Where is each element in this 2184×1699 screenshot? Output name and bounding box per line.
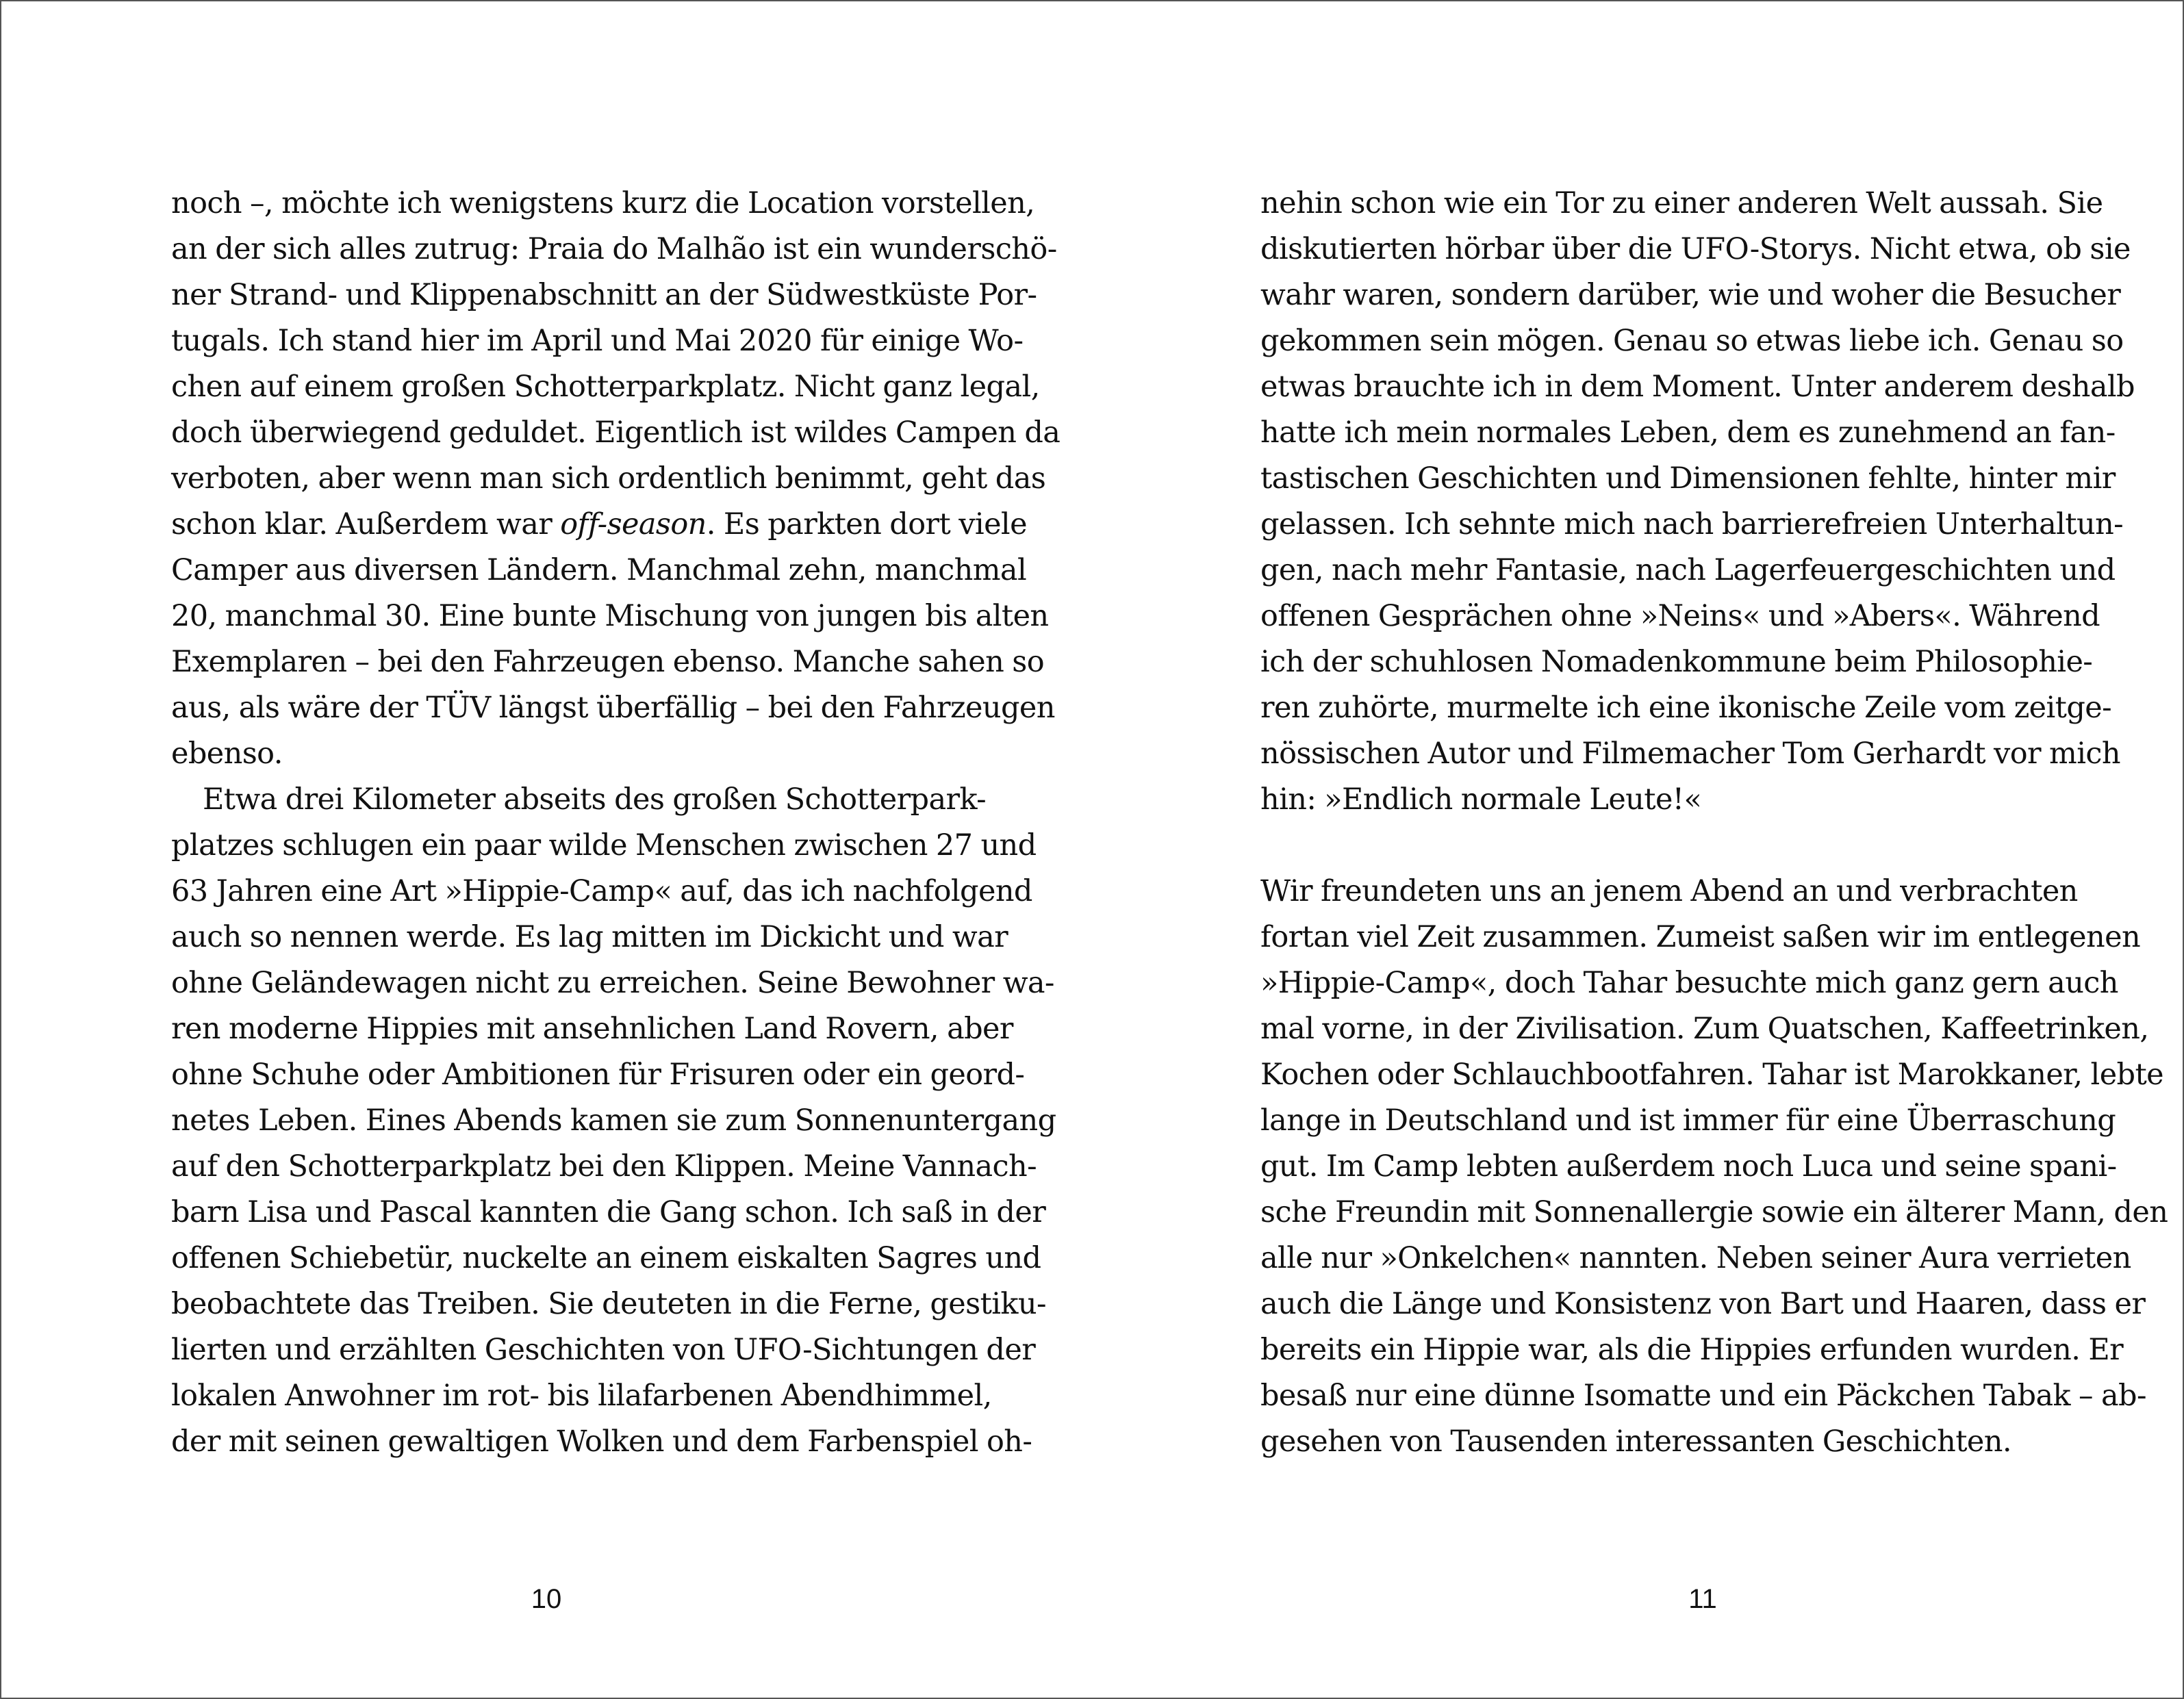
- text-line: nehin schon wie ein Tor zu einer anderen Welt aussah. Sie: [1260, 186, 2103, 220]
- text-line: gesehen von Tausenden interessanten Geschichten.: [1260, 1425, 2011, 1459]
- text-line: Camper aus diversen Ländern. Manchmal zehn, manchmal: [171, 553, 1027, 587]
- text-line: ren moderne Hippies mit ansehnlichen Land Rovern, aber: [171, 1012, 1013, 1046]
- text-line: Etwa drei Kilometer abseits des großen Schotterpark-: [203, 782, 987, 817]
- text-line: Kochen oder Schlauchbootfahren. Tahar ist Marokkaner, lebte: [1260, 1058, 2164, 1092]
- text-line: sche Freundin mit Sonnenallergie sowie ein älterer Mann, den: [1260, 1195, 2168, 1229]
- text-line: mal vorne, in der Zivilisation. Zum Quatschen, Kaffeetrinken,: [1260, 1012, 2149, 1046]
- text-line: ner Strand- und Klippenabschnitt an der Südwestküste Por-: [171, 278, 1037, 312]
- text-line: der mit seinen gewaltigen Wolken und dem Farbenspiel oh-: [171, 1425, 1032, 1459]
- text-line: »Hippie-Camp«, doch Tahar besuchte mich ganz gern auch: [1260, 966, 2118, 1000]
- text-line: ohne Schuhe oder Ambitionen für Frisuren oder ein geord-: [171, 1058, 1025, 1092]
- text-line: nössischen Autor und Filmemacher Tom Gerhardt vor mich: [1260, 737, 2120, 771]
- text-line: verboten, aber wenn man sich ordentlich benimmt, geht das: [171, 461, 1046, 496]
- text-line: netes Leben. Eines Abends kamen sie zum Sonnenuntergang: [171, 1103, 1056, 1138]
- text-line: noch –, möchte ich wenigstens kurz die Location vorstellen,: [171, 186, 1035, 220]
- text-line: offenen Gesprächen ohne »Neins« und »Abers«. Während: [1260, 599, 2100, 633]
- text-line: auch so nennen werde. Es lag mitten im Dickicht und war: [171, 920, 1008, 954]
- text-line: aus, als wäre der TÜV längst überfällig – bei den Fahrzeugen: [171, 691, 1055, 725]
- text-line: bereits ein Hippie war, als die Hippies erfunden wurden. Er: [1260, 1333, 2124, 1367]
- text-line: lange in Deutschland und ist immer für eine Überraschung: [1260, 1103, 2116, 1138]
- text-line: Wir freundeten uns an jenem Abend an und verbrachten: [1260, 874, 2078, 908]
- text-line: chen auf einem großen Schotterparkplatz. Nicht ganz legal,: [171, 370, 1040, 404]
- left-page: [1, 1, 1092, 1698]
- paragraph-gap: [1260, 823, 2012, 869]
- text-line: 63 Jahren eine Art »Hippie-Camp« auf, das ich nachfolgend: [171, 874, 1032, 908]
- text-segment: schon klar. Außerdem war: [171, 507, 561, 541]
- text-line: gelassen. Ich sehnte mich nach barrierefreien Unterhaltun-: [1260, 507, 2124, 541]
- text-line: auf den Schotterparkplatz bei den Klippen. Meine Vannach-: [171, 1149, 1037, 1184]
- page-number: 10: [531, 1584, 562, 1614]
- text-line: auch die Länge und Konsistenz von Bart und Haaren, dass er: [1260, 1287, 2146, 1321]
- page-number: 11: [1688, 1584, 1717, 1614]
- right-page: [1092, 1, 2183, 1698]
- text-line: platzes schlugen ein paar wilde Menschen zwischen 27 und: [171, 828, 1037, 863]
- text-line: ohne Geländewagen nicht zu erreichen. Seine Bewohner wa-: [171, 966, 1054, 1000]
- text-line: besaß nur eine dünne Isomatte und ein Päckchen Tabak – ab-: [1260, 1379, 2146, 1413]
- text-line: gen, nach mehr Fantasie, nach Lagerfeuergeschichten und: [1260, 553, 2116, 587]
- text-line: ich der schuhlosen Nomadenkommune beim Philosophie-: [1260, 645, 2093, 679]
- text-line: gut. Im Camp lebten außerdem noch Luca und seine spani-: [1260, 1149, 2117, 1184]
- text-line: gekommen sein mögen. Genau so etwas liebe ich. Genau so: [1260, 324, 2124, 358]
- text-line: alle nur »Onkelchen« nannten. Neben seiner Aura verrieten: [1260, 1241, 2131, 1275]
- text-line: doch überwiegend geduldet. Eigentlich ist wildes Campen da: [171, 416, 1061, 450]
- left-page-text: [171, 181, 1061, 1465]
- text-line: wahr waren, sondern darüber, wie und woher die Besucher: [1260, 278, 2121, 312]
- text-line: tugals. Ich stand hier im April und Mai 2020 für einige Wo-: [171, 324, 1024, 358]
- text-line: lierten und erzählten Geschichten von UFO-Sichtungen der: [171, 1333, 1036, 1367]
- text-line: etwas brauchte ich in dem Moment. Unter anderem deshalb: [1260, 370, 2135, 404]
- text-line: ren zuhörte, murmelte ich eine ikonische Zeile vom zeitge-: [1260, 691, 2112, 725]
- text-line: 20, manchmal 30. Eine bunte Mischung von jungen bis alten: [171, 599, 1049, 633]
- text-line: barn Lisa und Pascal kannten die Gang schon. Ich saß in der: [171, 1195, 1046, 1229]
- text-line: Exemplaren – bei den Fahrzeugen ebenso. Manche sahen so: [171, 645, 1045, 679]
- text-segment: . Es parkten dort viele: [706, 507, 1027, 541]
- text-line: hatte ich mein normales Leben, dem es zunehmend an fan-: [1260, 416, 2116, 450]
- text-line: lokalen Anwohner im rot- bis lilafarbenen Abendhimmel,: [171, 1379, 992, 1413]
- text-line-with-italic: [171, 502, 1027, 548]
- text-line: tastischen Geschichten und Dimensionen fehlte, hinter mir: [1260, 461, 2116, 496]
- right-page-text: [1260, 181, 2168, 1465]
- text-line: beobachtete das Treiben. Sie deuteten in die Ferne, gestiku-: [171, 1287, 1046, 1321]
- italic-term: off-season: [560, 507, 707, 541]
- text-line: diskutierten hörbar über die UFO-Storys. Nicht etwa, ob sie: [1260, 232, 2131, 266]
- text-line: fortan viel Zeit zusammen. Zumeist saßen wir im entlegenen: [1260, 920, 2141, 954]
- text-line: ebenso.: [171, 737, 283, 771]
- text-line: hin: »Endlich normale Leute!«: [1260, 782, 1702, 817]
- text-line: an der sich alles zutrug: Praia do Malhão ist ein wunderschö-: [171, 232, 1057, 266]
- text-line: offenen Schiebetür, nuckelte an einem eiskalten Sagres und: [171, 1241, 1041, 1275]
